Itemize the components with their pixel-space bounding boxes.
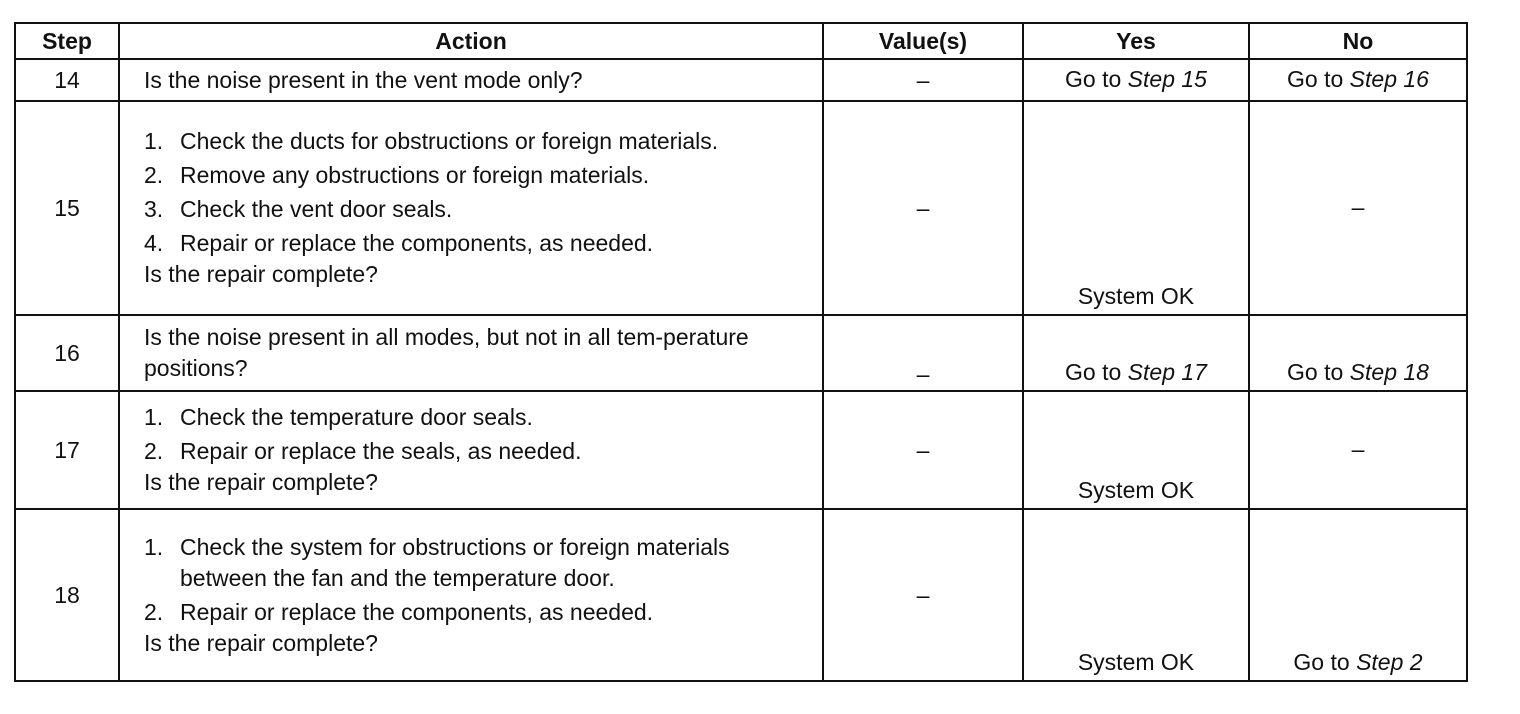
list-item (144, 402, 818, 433)
table-row (15, 509, 1467, 681)
action-question: Is the noise present in all modes, but not in all tem-perature positions? (144, 324, 749, 381)
table-row (15, 391, 1467, 509)
value-cell: – (823, 59, 1023, 101)
yes-step-ref: Step 17 (1127, 359, 1207, 385)
value-cell: – (823, 391, 1023, 509)
table-row (15, 101, 1467, 315)
header-action: Action (119, 23, 823, 59)
list-item (144, 597, 818, 628)
item-number: 4. (144, 230, 164, 256)
action-cell (119, 391, 823, 509)
item-text: Repair or replace the components, as needed. (180, 230, 654, 256)
list-item (144, 228, 818, 259)
item-text: Repair or replace the components, as needed. (180, 598, 654, 625)
step-number: 14 (15, 59, 119, 101)
action-list (144, 532, 818, 628)
table-row (15, 315, 1467, 391)
value-cell: – (823, 509, 1023, 681)
action-question: Is the repair complete? (144, 629, 378, 656)
no-cell: – (1249, 391, 1467, 509)
item-number: 2. (144, 598, 164, 625)
item-text: Check the system for obstructions or foreign materials between the fan and the temperature door. (180, 533, 730, 591)
action-cell (119, 101, 823, 315)
no-step-ref: Step 2 (1356, 649, 1423, 675)
yes-cell (1023, 59, 1249, 101)
action-cell (119, 59, 823, 101)
list-item (144, 160, 818, 191)
no-prefix: Go to (1293, 649, 1357, 675)
no-cell (1249, 315, 1467, 391)
yes-prefix: Go to (1065, 359, 1128, 385)
no-step-ref: Step 18 (1349, 359, 1429, 385)
action-list (144, 126, 818, 259)
action-question: Is the repair complete? (144, 469, 378, 495)
action-question: Is the noise present in the vent mode only? (144, 66, 583, 93)
action-list (144, 402, 818, 467)
item-text: Remove any obstructions or foreign materials. (180, 162, 650, 188)
step-number: 17 (15, 391, 119, 509)
list-item (144, 126, 818, 157)
header-no: No (1249, 23, 1467, 59)
no-prefix: Go to (1287, 65, 1350, 92)
action-question: Is the repair complete? (144, 261, 378, 287)
no-prefix: Go to (1287, 359, 1350, 385)
header-row (15, 23, 1467, 59)
yes-cell: System OK (1023, 101, 1249, 315)
list-item (144, 532, 818, 594)
item-text: Repair or replace the seals, as needed. (180, 438, 582, 464)
diagnostic-table (14, 22, 1468, 682)
step-number: 16 (15, 315, 119, 391)
item-number: 3. (144, 196, 164, 222)
item-text: Check the ducts for obstructions or foreign materials. (180, 128, 719, 154)
action-cell (119, 315, 823, 391)
item-number: 1. (144, 404, 164, 430)
yes-step-ref: Step 15 (1127, 65, 1207, 92)
list-item (144, 194, 818, 225)
item-number: 2. (144, 162, 164, 188)
step-number: 15 (15, 101, 119, 315)
item-number: 1. (144, 128, 164, 154)
no-cell (1249, 509, 1467, 681)
item-number: 1. (144, 533, 164, 560)
header-values: Value(s) (823, 23, 1023, 59)
value-cell: – (823, 101, 1023, 315)
item-number: 2. (144, 438, 164, 464)
no-step-ref: Step 16 (1349, 65, 1429, 92)
item-text: Check the temperature door seals. (180, 404, 533, 430)
action-cell (119, 509, 823, 681)
item-text: Check the vent door seals. (180, 196, 453, 222)
no-cell (1249, 59, 1467, 101)
header-yes: Yes (1023, 23, 1249, 59)
yes-cell (1023, 315, 1249, 391)
yes-prefix: Go to (1065, 65, 1128, 92)
table-row (15, 59, 1467, 101)
no-cell: – (1249, 101, 1467, 315)
step-number: 18 (15, 509, 119, 681)
yes-cell: System OK (1023, 391, 1249, 509)
value-cell: – (823, 315, 1023, 391)
list-item (144, 436, 818, 467)
yes-cell: System OK (1023, 509, 1249, 681)
header-step: Step (15, 23, 119, 59)
